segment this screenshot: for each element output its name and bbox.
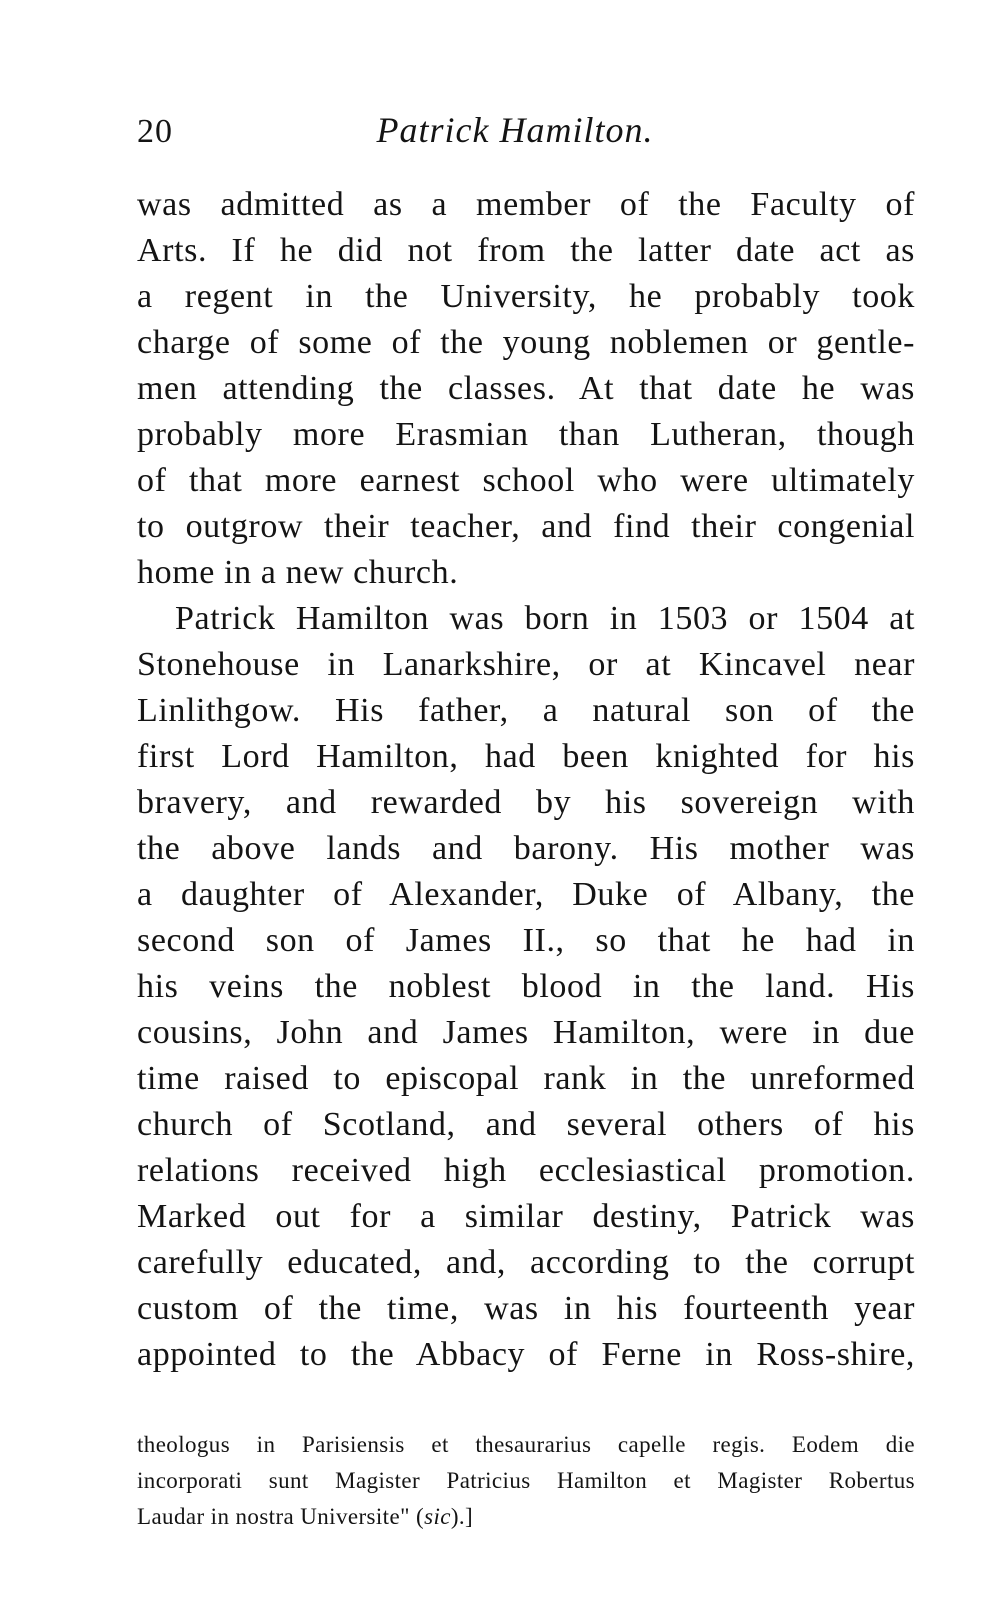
text-line: carefully educated, and, according to the corrupt	[137, 1244, 915, 1281]
text-line: relations received high ecclesiastical promotion.	[137, 1152, 915, 1189]
text-line: second son of James II., so that he had in	[137, 922, 915, 959]
paragraph-end-line: home in a new church.	[137, 554, 459, 591]
text-line: to outgrow their teacher, and find their congenial	[137, 508, 915, 545]
text-line: custom of the time, was in his fourteenth year	[137, 1290, 915, 1327]
text-line: appointed to the Abbacy of Ferne in Ross-shire,	[137, 1336, 915, 1373]
text-line: a regent in the University, he probably took	[137, 278, 915, 315]
text-line: church of Scotland, and several others of his	[137, 1106, 915, 1143]
footnote	[137, 1427, 915, 1535]
sic-annotation: sic	[424, 1504, 451, 1529]
text-line: charge of some of the young noblemen or gentle-	[137, 324, 915, 361]
text-line: first Lord Hamilton, had been knighted for his	[137, 738, 915, 775]
footnote-line	[137, 1499, 915, 1535]
footnote-line: theologus in Parisiensis et thesaurarius capelle regis. Eodem die	[137, 1432, 915, 1457]
text-line: bravery, and rewarded by his sovereign with	[137, 784, 915, 821]
page-number: 20	[137, 113, 173, 150]
text-line: men attending the classes. At that date he was	[137, 370, 915, 407]
text-line: probably more Erasmian than Lutheran, though	[137, 416, 915, 453]
text-line: of that more earnest school who were ultimately	[137, 462, 915, 499]
text-line: his veins the noblest blood in the land. His	[137, 968, 915, 1005]
text-line: cousins, John and James Hamilton, were in due	[137, 1014, 915, 1051]
text-line: Arts. If he did not from the latter date act as	[137, 232, 915, 269]
text-line: Linlithgow. His father, a natural son of the	[137, 692, 915, 729]
footnote-line: incorporati sunt Magister Patricius Hamilton et Magister Robertus	[137, 1468, 915, 1493]
footnote-text: Laudar in nostra Universite" (	[137, 1504, 425, 1529]
running-title: Patrick Hamilton.	[376, 110, 654, 150]
body-text	[137, 182, 915, 1378]
text-line: a daughter of Alexander, Duke of Albany, the	[137, 876, 915, 913]
paragraph-start-line: Patrick Hamilton was born in 1503 or 1504 at	[175, 600, 915, 637]
footnote-close: ).]	[450, 1504, 474, 1529]
text-line: Stonehouse in Lanarkshire, or at Kincavel near	[137, 646, 915, 683]
text-line: was admitted as a member of the Faculty of	[137, 186, 915, 223]
text-line: the above lands and barony. His mother was	[137, 830, 915, 867]
text-line: Marked out for a similar destiny, Patrick was	[137, 1198, 915, 1235]
text-line: time raised to episcopal rank in the unreformed	[137, 1060, 915, 1097]
